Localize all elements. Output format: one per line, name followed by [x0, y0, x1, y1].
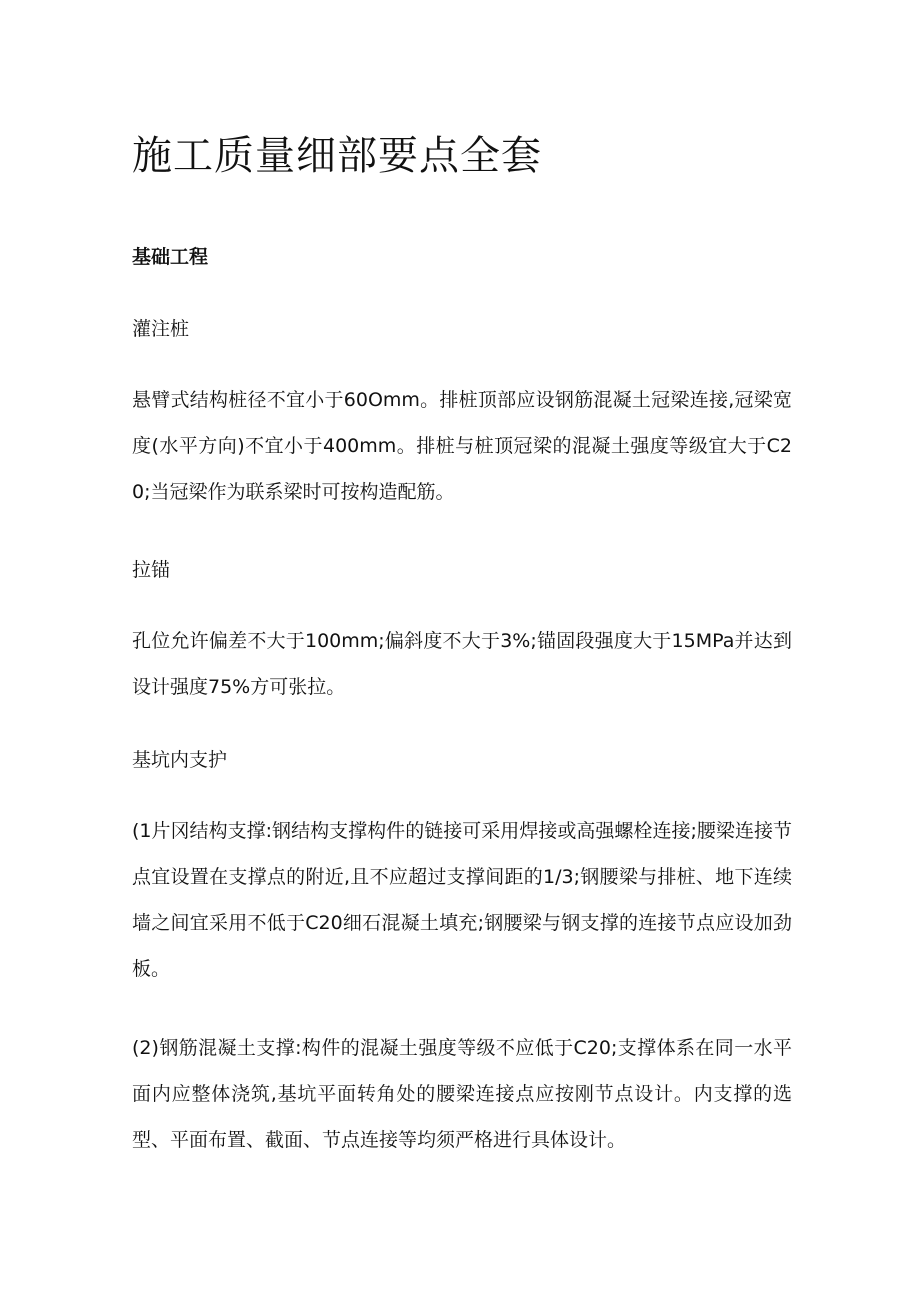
page-title: 施工质量细部要点全套 [132, 133, 542, 179]
section-heading-foundation: 基础工程 [132, 246, 209, 268]
paragraph-anchor: 孔位允许偏差不大于100mm;偏斜度不大于3%;锚固段强度大于15MPa并达到设计强度75%方可张拉。 [132, 630, 792, 698]
paragraph-steel-support: (1片冈结构支撑:钢结构支撑构件的链接可采用焊接或高强螺栓连接;腰梁连接节点宜设置在支撑点的附近,且不应超过支撑间距的1/3;钢腰梁与排桩、地下连续墙之间宜采用不低于C20细石混凝土填充;钢腰梁与钢支撑的连接节点应设加劲板。 [132, 820, 792, 980]
subheading-anchor: 拉锚 [132, 559, 171, 581]
paragraph-concrete-support: (2)钢筋混凝土支撑:构件的混凝土强度等级不应低于C20;支撑体系在同一水平面内应整体浇筑,基坑平面转角处的腰梁连接点应按刚节点设计。内支撑的选型、平面布置、截面、节点连接等均须严格进行具体设计。 [132, 1037, 792, 1151]
subheading-internal-support: 基坑内支护 [132, 749, 228, 771]
paragraph-bored-pile: 悬臂式结构桩径不宜小于60Omm。排桩顶部应设钢筋混凝土冠梁连接,冠梁宽度(水平方向)不宜小于400mm。排桩与桩顶冠梁的混凝土强度等级宜大于C20;当冠梁作为联系梁时可按构造配筋。 [132, 389, 792, 503]
subheading-bored-pile: 灌注桩 [132, 318, 190, 340]
